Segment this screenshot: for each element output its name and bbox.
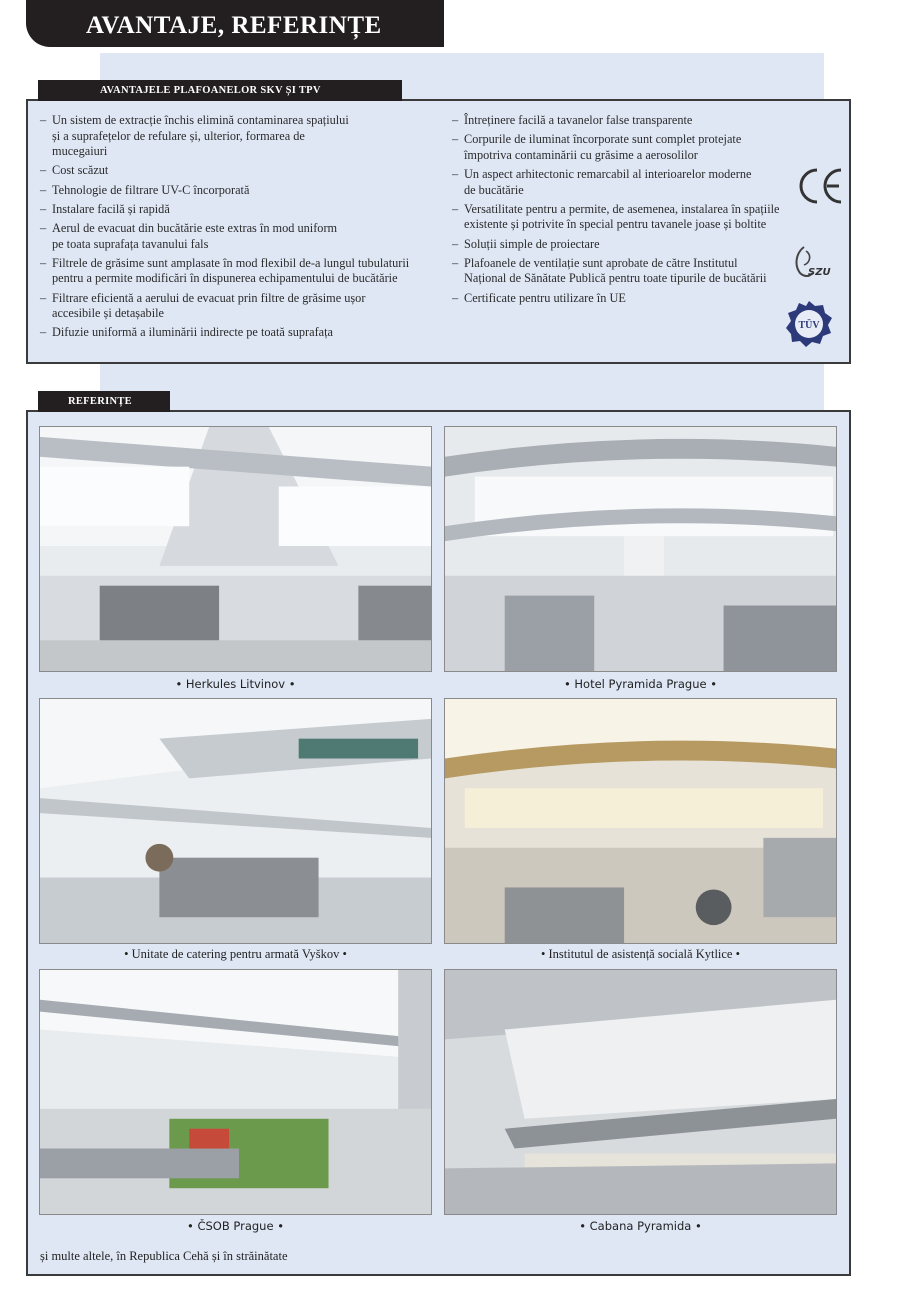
- advantage-item: – Soluții simple de proiectare: [452, 237, 832, 253]
- advantage-item: – Versatilitate pentru a permite, de asemenea, instalarea în spațiile existente și potrivite în special pentru tavanele joase și boltite: [452, 202, 832, 233]
- advantage-item: – Tehnologie de filtrare UV-C încorporată: [40, 183, 455, 199]
- advantages-tab: AVANTAJELE PLAFOANELOR SKV ȘI TPV: [38, 80, 402, 101]
- caption-csob-prague: • ČSOB Prague •: [187, 1219, 284, 1233]
- advantage-item: – Un aspect arhitectonic remarcabil al interioarelor moderne de bucătărie: [452, 167, 832, 198]
- page-title: AVANTAJE, REFERINȚE: [86, 12, 382, 39]
- advantages-left-column: [40, 113, 455, 344]
- photo-csob-prague: [39, 969, 432, 1215]
- advantage-item: – Filtrare eficientă a aerului de evacuat prin filtre de grăsime ușor accesibile și detașabile: [40, 291, 455, 322]
- advantages-right-column: [452, 113, 832, 310]
- photo-hotel-pyramida-prague: [444, 426, 837, 672]
- photo-institutul-kytlice: [444, 698, 837, 944]
- advantage-item: – Difuzie uniformă a iluminării indirecte pe toată suprafața: [40, 325, 455, 341]
- advantage-item: – Aerul de evacuat din bucătărie este extras în mod uniform pe toata suprafața tavanului fals: [40, 221, 455, 252]
- advantage-item: – Cost scăzut: [40, 163, 455, 179]
- tuv-logo: [785, 300, 833, 348]
- photo-unitate-catering-vyskov: [39, 698, 432, 944]
- photo-herkules-litvinov: [39, 426, 432, 672]
- footer-note: și multe altele, în Republica Cehă și în străinătate: [40, 1249, 288, 1263]
- advantage-item: – Plafoanele de ventilație sunt aprobate de către Institutul Național de Sănătate Publică pentru toate tipurile de bucătării: [452, 256, 832, 287]
- svg-text:TÜV: TÜV: [798, 320, 820, 331]
- caption-herkules-litvinov: • Herkules Litvinov •: [175, 677, 296, 691]
- advantage-item: – Instalare facilă și rapidă: [40, 202, 455, 218]
- svg-text:SZU: SZU: [808, 267, 831, 278]
- caption-catering-vyskov: • Unitate de catering pentru armată Vyškov •: [124, 947, 347, 961]
- references-tab: REFERINȚE: [38, 391, 170, 412]
- advantage-item: – Corpurile de iluminat încorporate sunt complet protejate împotriva contaminării cu grăsime a aerosolilor: [452, 132, 832, 163]
- caption-kytlice: • Institutul de asistență socială Kytlice •: [541, 947, 740, 961]
- caption-hotel-pyramida: • Hotel Pyramida Prague •: [563, 677, 718, 691]
- advantage-item: – Întreținere facilă a tavanelor false transparente: [452, 113, 832, 129]
- advantage-item: – Filtrele de grăsime sunt amplasate în mod flexibil de-a lungul tubulaturii pentru a permite modificări în dispunerea echipamentului de bucătărie: [40, 256, 455, 287]
- advantage-item: – Certificate pentru utilizare în UE: [452, 291, 832, 307]
- caption-cabana-pyramida: • Cabana Pyramida •: [579, 1219, 702, 1233]
- advantage-item: – Un sistem de extracție închis elimină contaminarea spațiului și a suprafețelor de refulare și, ulterior, formarea de mucegaiuri: [40, 113, 455, 160]
- ce-mark-logo: [795, 166, 845, 206]
- photo-cabana-pyramida: [444, 969, 837, 1215]
- szu-logo: [786, 243, 834, 283]
